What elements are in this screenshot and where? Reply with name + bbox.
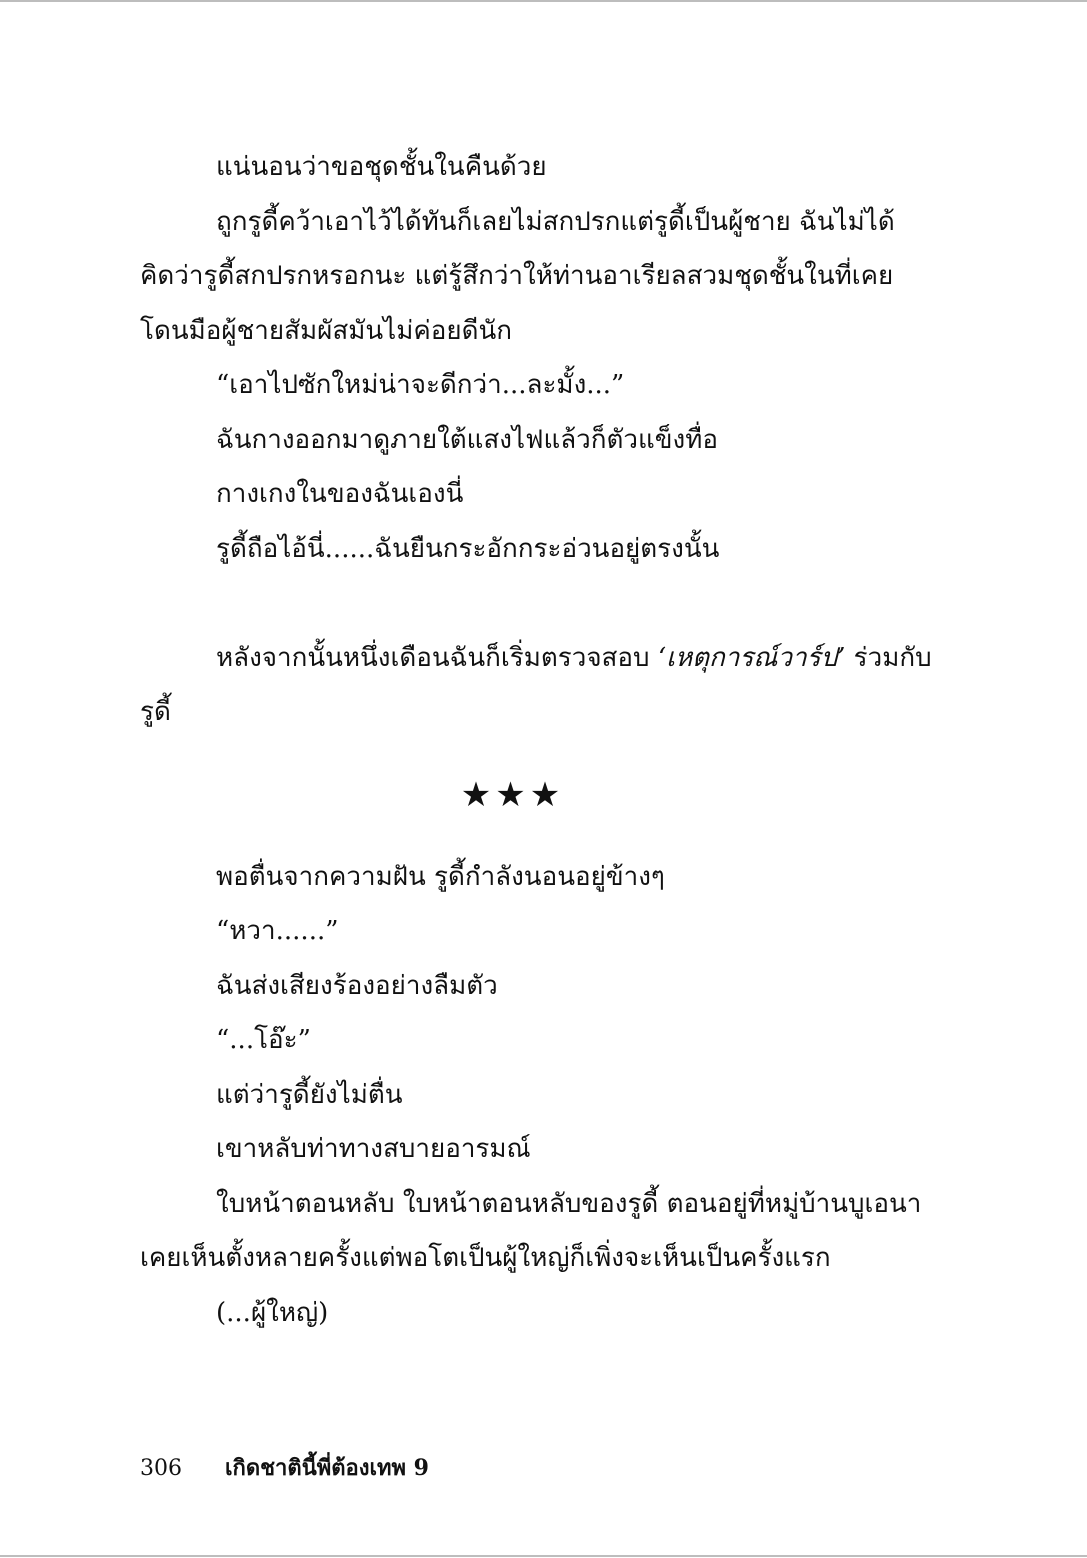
paragraph-line: แน่นอนว่าขอชุดชั้นในคืนด้วย (216, 152, 547, 182)
dialogue-line: “เอาไปซักใหม่น่าจะดีกว่า...ละมั้ง...” (216, 370, 625, 400)
page-footer (140, 1450, 429, 1487)
paragraph-line: รูดี้ถือไอ้นี่......ฉันยืนกระอักกระอ่วนอยู่ตรงนั้น (216, 533, 720, 564)
paragraph-line: (...ผู้ใหญ่) (216, 1297, 329, 1328)
paragraph-gap (140, 576, 885, 631)
paragraph-line: แต่ว่ารูดี้ยังไม่ตื่น (216, 1079, 403, 1110)
book-title: เกิดชาตินี้พี่ต้องเทพ 9 (225, 1455, 429, 1481)
paragraph-line: เขาหลับท่าทางสบายอารมณ์ (216, 1134, 531, 1164)
paragraph-line: เคยเห็นตั้งหลายครั้งแต่พอโตเป็นผู้ใหญ่ก็เพิ่งจะเห็นเป็นครั้งแรก (140, 1243, 831, 1273)
text-segment: หลังจากนั้นหนึ่งเดือนฉันก็เริ่มตรวจสอบ (216, 642, 658, 673)
bottom-border (0, 1555, 1087, 1557)
paragraph-line: โดนมือผู้ชายสัมผัสมันไม่ค่อยดีนัก (140, 315, 512, 346)
page-body (140, 140, 932, 1340)
paragraph-line: ฉันกางออกมาดูภายใต้แสงไฟแล้วก็ตัวแข็งทื่อ (216, 424, 718, 455)
top-border (0, 0, 1087, 2)
text-segment: ร่วมกับ (845, 642, 932, 673)
paragraph-line: รูดี้ (140, 697, 171, 727)
paragraph-line: ฉันส่งเสียงร้องอย่างลืมตัว (216, 970, 498, 1001)
dialogue-line: “...โอ๊ะ” (216, 1025, 311, 1055)
italic-term: ‘เหตุการณ์วาร์ป’ (657, 642, 846, 673)
dialogue-line: “หวา......” (216, 916, 339, 946)
page-number: 306 (140, 1456, 182, 1481)
paragraph-line: กางเกงในของฉันเองนี่ (216, 479, 464, 509)
paragraph-line (140, 631, 932, 686)
paragraph-line: พอตื่นจากความฝัน รูดี้กำลังนอนอยู่ข้างๆ (216, 861, 665, 892)
paragraph-line: ถูกรูดี้คว้าเอาไว้ได้ทันก็เลยไม่สกปรกแต่รูดี้เป็นผู้ชาย ฉันไม่ได้ (216, 206, 895, 237)
section-separator-stars: ★★★ (460, 774, 565, 815)
paragraph-line: ใบหน้าตอนหลับ ใบหน้าตอนหลับของรูดี้ ตอนอยู่ที่หมู่บ้านบูเอนา (216, 1188, 922, 1219)
paragraph-line: คิดว่ารูดี้สกปรกหรอกนะ แต่รู้สึกว่าให้ท่านอาเรียลสวมชุดชั้นในที่เคย (140, 261, 894, 291)
